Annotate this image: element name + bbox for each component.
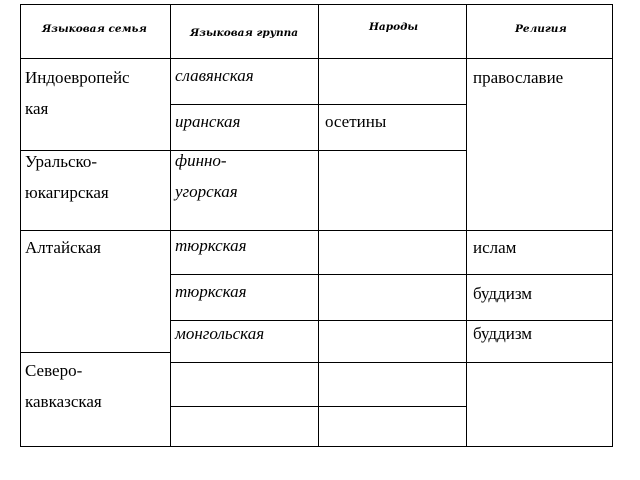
religion-row-separator xyxy=(466,230,612,231)
religion-name: буддизм xyxy=(473,324,533,343)
group-row-separator xyxy=(170,406,466,407)
header-language-family: Языковая семья xyxy=(42,23,147,35)
table-border-left xyxy=(20,4,21,446)
religion-name: ислам xyxy=(473,238,517,257)
group-name: славянская xyxy=(175,66,254,85)
header-separator xyxy=(20,58,613,59)
table-border-top xyxy=(20,4,613,5)
family-name: кая xyxy=(25,99,49,118)
column-divider xyxy=(170,4,171,446)
family-name: Северо- xyxy=(25,361,83,380)
family-name: Алтайская xyxy=(25,238,101,257)
group-name: угорская xyxy=(175,182,238,201)
religion-name: буддизм xyxy=(473,284,533,303)
column-divider xyxy=(318,4,319,446)
column-divider xyxy=(466,4,467,446)
group-name: тюркская xyxy=(175,236,247,255)
family-name: кавказская xyxy=(25,392,102,411)
religion-row-separator xyxy=(466,274,612,275)
family-row-separator xyxy=(20,352,170,353)
header-peoples: Народы xyxy=(369,21,419,33)
religion-name: православие xyxy=(473,68,564,87)
group-row-separator xyxy=(170,362,466,363)
family-name: Индоевропейс xyxy=(25,68,130,87)
group-row-separator xyxy=(170,104,466,105)
group-name: иранская xyxy=(175,112,241,131)
group-row-separator xyxy=(170,274,466,275)
people-name: осетины xyxy=(325,112,387,131)
table-border-bottom xyxy=(20,446,613,447)
group-name: монгольская xyxy=(175,324,265,343)
table-border-right xyxy=(612,4,613,446)
header-religion: Религия xyxy=(515,23,567,35)
header-language-group: Языковая группа xyxy=(190,27,299,39)
family-name: Уральско- xyxy=(25,152,98,171)
religion-row-separator xyxy=(466,362,612,363)
family-name: юкагирская xyxy=(25,183,109,202)
group-name: финно- xyxy=(175,151,227,170)
group-name: тюркская xyxy=(175,282,247,301)
family-row-separator xyxy=(20,230,170,231)
